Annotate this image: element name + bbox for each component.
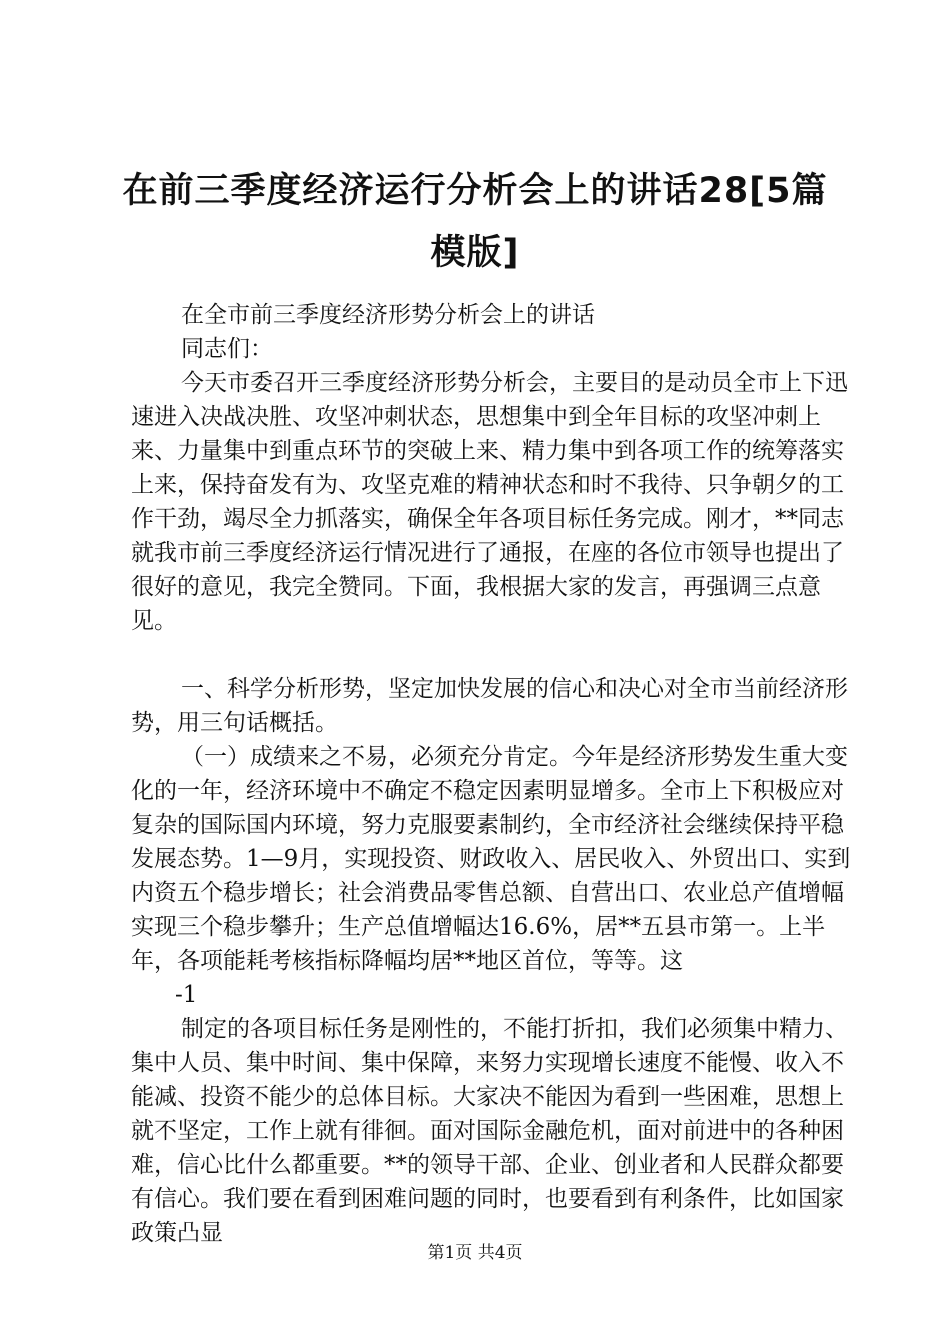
paragraph-subsection-one: （一）成绩来之不易，必须充分肯定。今年是经济形势发生重大变化的一年，经济环境中不确定不稳定因素明显增多。全市上下积极应对复杂的国际国内环境，努力克服要素制约，全市经济社会继续保持平稳发展态势。1—9月，实现投资、财政收入、居民收入、外贸出口、实到内资五个稳步增长；社会消费品零售总额、自营出口、农业总产值增幅实现三个稳步攀升；生产总值增幅达16.6%，居**五县市第一。上半年，各项能耗考核指标降幅均居**地区首位，等等。这 [131,744,851,974]
paragraph-spacer [131,638,851,672]
paragraph-targets: 制定的各项目标任务是刚性的，不能打折扣，我们必须集中精力、集中人员、集中时间、集中保障，来努力实现增长速度不能慢、收入不能减、投资不能少的总体目标。大家决不能因为看到一些困难，思想上就不坚定，工作上就有徘徊。面对国际金融危机，面对前进中的各种困难，信心比什么都重要。**的领导干部、企业、创业者和人民群众都要有信心。我们要在看到困难问题的同时，也要看到有利条件，比如国家政策凸显 [131,1016,848,1246]
paragraph-opening: 今天市委召开三季度经济形势分析会，主要目的是动员全市上下迅速进入决战决胜、攻坚冲刺状态，思想集中到全年目标的攻坚冲刺上来、力量集中到重点环节的突破上来、精力集中到各项工作的统筹落实上来，保持奋发有为、攻坚克难的精神状态和时不我待、只争朝夕的工作干劲，竭尽全力抓落实，确保全年各项目标任务完成。刚才，**同志就我市前三季度经济运行情况进行了通报，在座的各位市领导也提出了很好的意见，我完全赞同。下面，我根据大家的发言，再强调三点意见。 [131,370,848,634]
document-body [131,298,851,1250]
salutation: 同志们： [181,336,273,362]
speech-heading: 在全市前三季度经济形势分析会上的讲话 [181,302,595,328]
page-marker: -1 [175,982,198,1008]
page-footer: 第1页 共4页 [427,1243,523,1263]
document-title: 在前三季度经济运行分析会上的讲话28[5篇模版] [122,171,828,273]
paragraph-section-one: 一、科学分析形势，坚定加快发展的信心和决心对全市当前经济形势，用三句话概括。 [131,676,848,736]
